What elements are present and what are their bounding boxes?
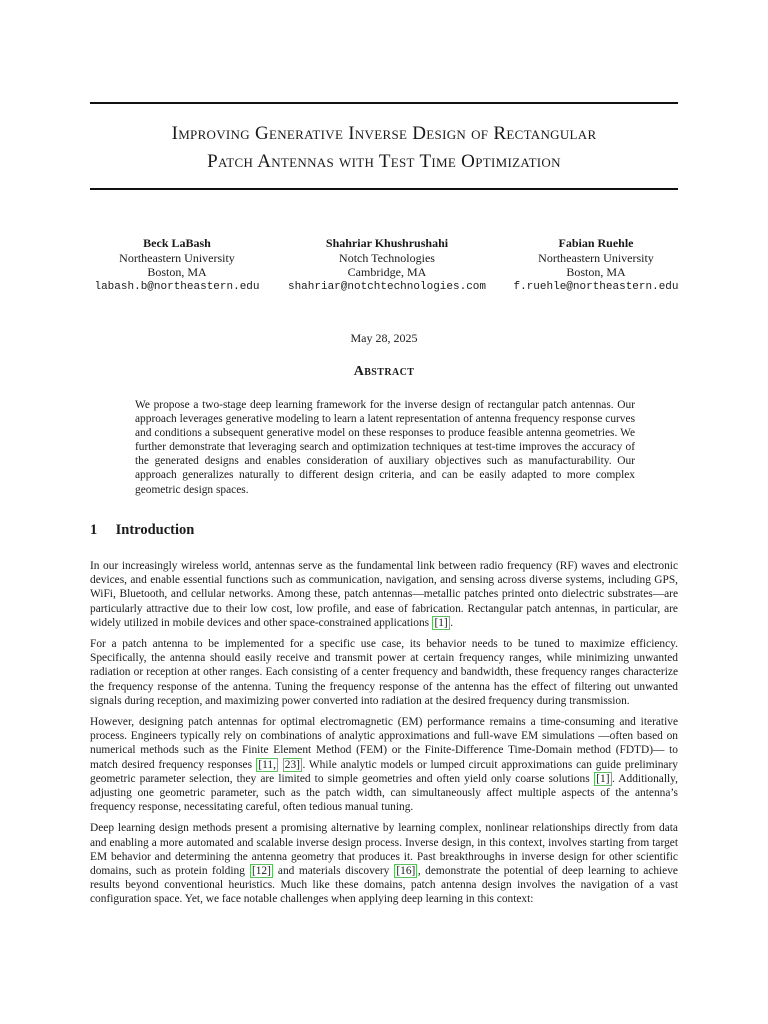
author-3 — [504, 236, 688, 294]
citation-link[interactable]: [1] — [434, 616, 448, 629]
paper-title — [90, 120, 678, 176]
paragraph-text: and materials discovery — [273, 865, 394, 878]
introduction-body — [90, 559, 678, 914]
citation-link[interactable]: [12] — [251, 865, 271, 878]
paragraph-text: . While analytic models or lumped circuit approximations can guide preliminary geometric parameter selection, they are limited to simple geometries and often yield only coarse solutions — [90, 758, 678, 785]
publication-date: May 28, 2025 — [350, 331, 418, 345]
citation-link[interactable]: 23] — [284, 758, 300, 771]
paragraph-3 — [90, 715, 678, 814]
abstract-heading: Abstract — [353, 364, 415, 379]
author-affiliation: Northeastern University — [119, 250, 235, 265]
citation-link[interactable]: [16] — [396, 865, 416, 878]
author-location: Boston, MA — [566, 265, 626, 279]
paragraph-1 — [90, 559, 678, 630]
section-heading — [90, 522, 194, 539]
section-title: Introduction — [115, 522, 195, 538]
title-bottom-rule — [90, 188, 678, 190]
paragraph-text: , demonstrate the potential of deep learning to achieve results beyond conventional heuristics. Much like these domains, patch antenna design involves the navigation of a vast configuration space. Yet, we face notable challenges when applying deep learning in this context: — [90, 865, 678, 906]
author-location: Boston, MA — [147, 265, 207, 279]
author-name: Fabian Ruehle — [558, 236, 634, 250]
author-email: shahriar@notchtechnologies.com — [287, 280, 487, 293]
author-email: f.ruehle@northeastern.edu — [513, 280, 679, 293]
author-location: Cambridge, MA — [347, 265, 427, 279]
citation-link[interactable]: [1] — [596, 772, 610, 785]
paragraph-2: For a patch antenna to be implemented for a specific use case, its behavior needs to be tuned to maximize efficiency. Specifically, the antenna should easily receive and transmit power at certain frequency ranges, while minimizing unwanted radiation or reception at other ranges. Each consisting of a center frequency and bandwidth, these frequency ranges characterize the frequency response of the antenna. Tuning the frequency response of the antenna has the effect of filtering out unwanted signals during reception, and maximizing power converted into radiation at the desired frequency during transmission. — [90, 638, 678, 707]
paragraph-text: . Additionally, adjusting one geometric parameter, such as the patch width, can simultaneously affect multiple aspects of the antenna’s frequency response, necessitating careful, often tedious manual tuning. — [90, 772, 678, 814]
author-name: Shahriar Khushrushahi — [325, 236, 449, 250]
citation-link[interactable]: [11, — [258, 758, 276, 771]
paragraph-text: However, designing patch antennas for optimal electromagnetic (EM) performance remains a time-consuming and iterative process. Engineers typically rely on combinations of analytic approximations and full-wave EM simulations —often based on numerical methods such as the Finite Element Method (FEM) or the Finite-Difference Time-Domain method (FDTD)— to match desired frequency responses — [90, 716, 678, 771]
paragraph-text: Deep learning design methods present a promising alternative by learning complex, nonlinear relationships directly from data and enabling a more automated and scalable inverse design process. Inverse design, in this context, involves starting from target EM behavior and determining the antenna geometry that produces it. Past breakthroughs in inverse design for other scientific domains, such as protein folding — [90, 822, 678, 878]
title-line-1: Improving Generative Inverse Design of Rectangular — [171, 123, 597, 144]
author-affiliation: Northeastern University — [538, 250, 654, 265]
author-affiliation: Notch Technologies — [339, 250, 435, 265]
title-line-2: Patch Antennas with Test Time Optimization — [207, 151, 561, 172]
author-name: Beck LaBash — [143, 236, 211, 250]
paragraph-4 — [90, 821, 678, 906]
author-2 — [280, 236, 494, 294]
paragraph-text: . — [450, 616, 454, 629]
paragraph-text: In our increasingly wireless world, antennas serve as the fundamental link between radio frequency (RF) waves and electronic devices, and enable essential functions such as communication, navigation, and sensing across diverse systems, including GPS, WiFi, Bluetooth, and cellular networks. Among these, patch antennas—metallic patches printed onto dielectric substrates—are particularly attractive due to their low cost, low profile, and ease of fabrication. Rectangular patch antennas, in particular, are widely utilized in mobile devices and other space-constrained applications — [90, 560, 678, 629]
author-block — [90, 236, 678, 294]
abstract-text: We propose a two-stage deep learning framework for the inverse design of rectangular patch antennas. Our approach leverages generative modeling to learn a latent representation of antenna frequency response curves and conditions a subsequent generative model on these responses to produce feasible antenna geometries. We further demonstrate that leveraging search and optimization techniques at test-time improves the accuracy of the generated designs and enables consideration of auxiliary objectives such as manufacturability. Our approach generalizes naturally to different design criteria, and can be easily adapted to more complex geometric design spaces. — [135, 399, 635, 496]
title-top-rule — [90, 102, 678, 104]
author-email: labash.b@northeastern.edu — [94, 280, 260, 293]
section-number: 1 — [90, 522, 98, 538]
author-1 — [84, 236, 270, 294]
